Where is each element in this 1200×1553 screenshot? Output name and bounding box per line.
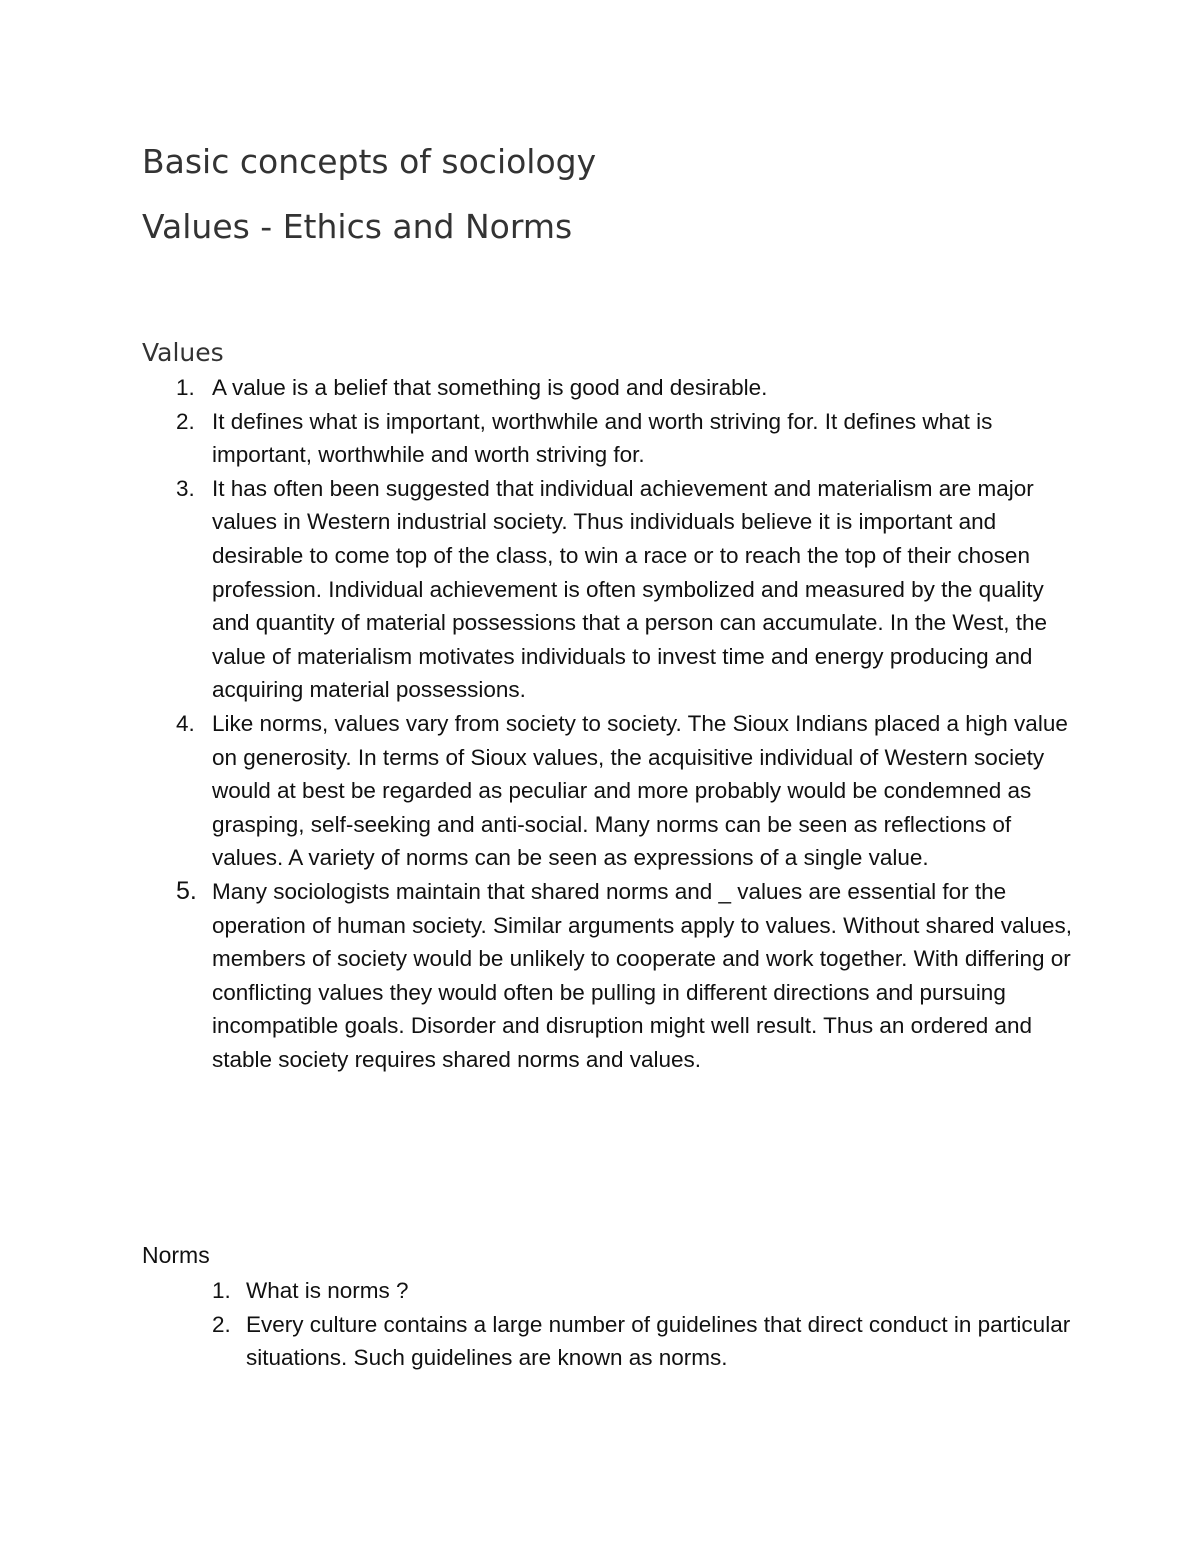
list-item	[176, 875, 1076, 1077]
values-heading: Values	[142, 338, 224, 367]
list-item-text: It defines what is important, worthwhile and worth striving for. It defines what is important, worthwhile and worth striving for.	[212, 408, 993, 468]
norms-heading: Norms	[142, 1242, 210, 1268]
list-item	[176, 472, 1076, 707]
list-item-text: Every culture contains a large number of guidelines that direct conduct in particular situations. Such guidelines are known as norms.	[246, 1311, 1071, 1371]
list-number: 3.	[176, 475, 195, 501]
list-item-text: It has often been suggested that individual achievement and materialism are major values in Western industrial society. Thus individuals believe it is important and desirable to come top of the class, to win a race or to reach the top of their chosen profession. Individual achievement is often symbolized and measured by the quality and quantity of material possessions that a person can accumulate. In the West, the value of materialism motivates individuals to invest time and energy producing and acquiring material possessions.	[212, 475, 1048, 703]
list-item-text: Many sociologists maintain that shared norms and _ values are essential for the operation of human society. Similar arguments apply to values. Without shared values, members of society would be unlikely to cooperate and work together. With differing or conflicting values they would often be pulling in different directions and pursuing incompatible goals. Disorder and disruption might well result. Thus an ordered and stable society requires shared norms and values.	[212, 878, 1073, 1072]
list-item	[176, 707, 1076, 875]
list-number: 2.	[212, 1311, 231, 1337]
list-item	[212, 1308, 1072, 1375]
list-number: 4.	[176, 710, 195, 736]
list-item-text: Like norms, values vary from society to society. The Sioux Indians placed a high value on generosity. In terms of Sioux values, the acquisitive individual of Western society would at best be regarded as peculiar and more probably would be condemned as grasping, self-seeking and anti-social. Many norms can be seen as reflections of values. A variety of norms can be seen as expressions of a single value.	[212, 710, 1068, 871]
list-number: 2.	[176, 408, 195, 434]
norms-list	[212, 1274, 1072, 1375]
document-title: Basic concepts of sociology	[142, 142, 597, 181]
values-list	[176, 371, 1076, 1076]
document-subtitle: Values - Ethics and Norms	[142, 207, 573, 246]
list-number: 1.	[176, 375, 195, 400]
list-number: 5.	[176, 876, 197, 905]
list-item	[212, 1274, 1072, 1308]
list-item	[176, 371, 1076, 405]
list-number: 1.	[212, 1278, 231, 1303]
list-item-text: What is norms ?	[246, 1278, 409, 1303]
list-item	[176, 405, 1076, 472]
list-item-text: A value is a belief that something is good and desirable.	[212, 375, 768, 400]
